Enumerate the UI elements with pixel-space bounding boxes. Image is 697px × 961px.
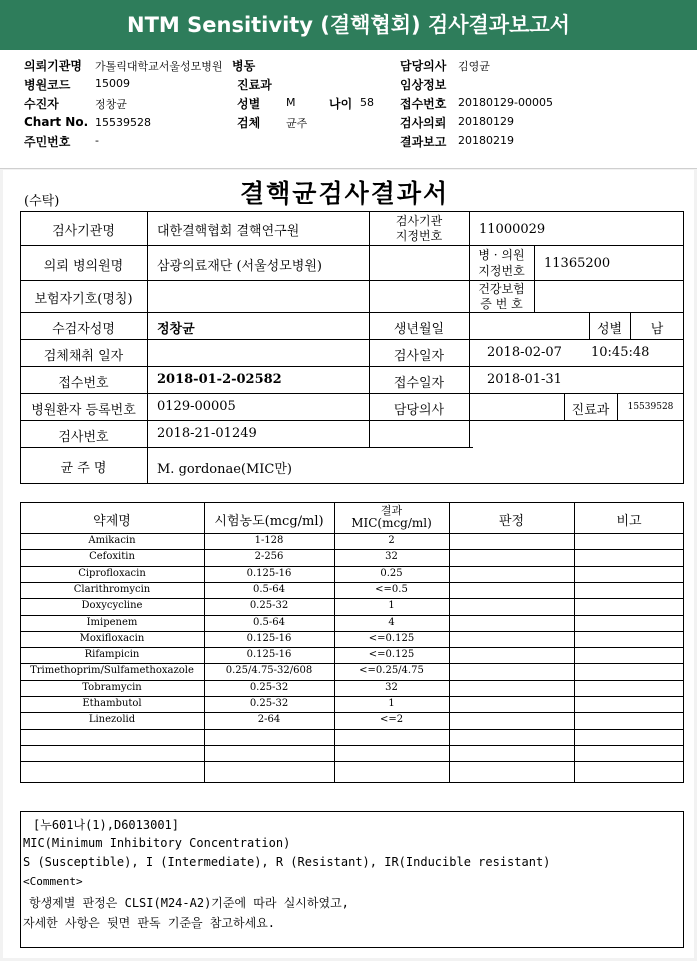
collect-label: 검체채취 일자 [43, 349, 124, 364]
dept-label: 진료과 [571, 403, 610, 418]
notes-mic-definition: MIC(Minimum Inhibitory Concentration) [23, 836, 291, 850]
test-range-cell: 0.125-16 [246, 633, 292, 644]
receipt-no-value: 2018-01-2-02582 [157, 372, 282, 387]
test-range-cell: 2-256 [254, 551, 284, 562]
drug-name-cell: Linezolid [88, 714, 136, 725]
mic-value-cell: 32 [385, 682, 398, 693]
hospital-code-value: 15009 [95, 77, 130, 90]
notes-legend: S (Susceptible), I (Intermediate), R (Resistant), IR(Inducible resistant) [23, 855, 551, 869]
request-value: 20180129 [458, 115, 514, 128]
test-range-cell: 0.5-64 [252, 617, 285, 628]
drug-name-cell: Rifampicin [84, 649, 140, 660]
insurer-label: 보험자기호(명칭) [34, 292, 133, 307]
drug-name-cell: Ciprofloxacin [78, 568, 146, 579]
mic-value-cell: 2 [388, 535, 395, 546]
receipt-date-label: 접수일자 [393, 376, 445, 391]
test-no-value: 2018-21-01249 [157, 426, 257, 441]
hosp-no-label-1: 병 · 의원 [478, 248, 525, 262]
lab-no-label-2: 지정번호 [395, 229, 443, 243]
chart-value: 15539528 [95, 116, 151, 129]
drug-name-cell: Trimethoprim/Sulfamethoxazole [30, 665, 194, 676]
report-title: NTM Sensitivity (결핵협회) 검사결과보고서 [0, 0, 697, 50]
notes-comment-line-1: 항생제별 판정은 CLSI(M24-A2)기준에 따라 실시하였고, [29, 896, 349, 910]
dob-label: 생년월일 [393, 322, 445, 337]
ref-hosp-value: 삼광의료재단 (서울성모병원) [157, 259, 322, 274]
mic-value-cell: 32 [385, 551, 398, 562]
sex-label: 성별 [237, 97, 261, 111]
clinical-label: 임상정보 [400, 78, 447, 92]
report-label: 결과보고 [400, 135, 447, 149]
col-interp-header: 판정 [498, 514, 525, 529]
hosp-no-label-2: 지정번호 [478, 264, 525, 278]
hosp-no-value: 11365200 [544, 256, 611, 271]
dept-label: 진료과 [237, 78, 272, 92]
institution-label: 의뢰기관명 [24, 59, 82, 73]
test-range-cell: 1-128 [254, 535, 284, 546]
drug-name-cell: Moxifloxacin [79, 633, 145, 644]
test-range-cell: 0.25/4.75-32/608 [225, 665, 313, 676]
test-range-cell: 0.25-32 [249, 682, 289, 693]
specimen-value: 균주 [286, 117, 308, 130]
test-range-cell: 2-64 [257, 714, 281, 725]
doctor-label: 담당의사 [400, 59, 447, 73]
notes-code: [누601나(1),D6013001] [33, 818, 180, 832]
ward-label: 병동 [232, 59, 256, 73]
drug-name-cell: Imipenem [86, 617, 138, 628]
col-remark-header: 비고 [616, 514, 642, 529]
ref-hosp-label: 의뢰 병의원명 [43, 259, 124, 274]
lab-no-label-1: 검사기관 [395, 214, 443, 228]
mic-value-cell: 0.25 [380, 568, 403, 579]
lab-no-value: 11000029 [479, 222, 546, 237]
col-mic-header-2: MIC(mcg/ml) [351, 516, 432, 530]
test-date-label: 검사일자 [393, 349, 445, 364]
test-range-cell: 0.125-16 [246, 649, 292, 660]
reg-no-value: 0129-00005 [157, 399, 236, 414]
mic-value-cell: <=0.25/4.75 [359, 665, 424, 676]
consignment-tag: (수탁) [24, 194, 60, 209]
organism-value: M. gordonae(MIC만) [157, 462, 292, 477]
hospital-code-label: 병원코드 [24, 78, 71, 92]
sex-label: 성별 [596, 322, 623, 337]
drug-name-cell: Cefoxitin [89, 551, 135, 562]
lab-name-label: 검사기관명 [52, 224, 115, 239]
test-range-cell: 0.5-64 [252, 584, 285, 595]
scanned-report-document [3, 170, 694, 958]
col-range-header: 시험농도(mcg/ml) [214, 514, 324, 529]
test-date-value: 2018-02-07 [487, 345, 562, 360]
accession-label: 접수번호 [400, 97, 447, 111]
mic-value-cell: 1 [388, 600, 395, 611]
test-time-value: 10:45:48 [591, 345, 650, 360]
mic-value-cell: 1 [388, 698, 395, 709]
patient-label: 수진자 [24, 97, 59, 111]
sex-value: M [286, 96, 296, 109]
doctor-label: 담당의사 [393, 403, 445, 418]
test-range-cell: 0.25-32 [249, 698, 289, 709]
request-label: 검사의뢰 [400, 116, 447, 130]
dept-no-value: 15539528 [627, 402, 674, 412]
mic-value-cell: <=0.125 [368, 633, 415, 644]
doctor-value: 김영균 [458, 60, 490, 73]
reg-no-label: 병원환자 등록번호 [31, 403, 136, 418]
health-ins-label-2: 증 번 호 [480, 297, 523, 311]
notes-comment-line-2: 자세한 사항은 뒷면 판독 기준을 참고하세요. [23, 916, 276, 930]
accession-value: 20180129-00005 [458, 96, 553, 109]
health-ins-label-1: 건강보험 [478, 282, 525, 296]
mic-value-cell: <=0.5 [375, 584, 408, 595]
age-label: 나이 [329, 97, 353, 111]
mic-value-cell: <=0.125 [368, 649, 415, 660]
age-value: 58 [360, 96, 374, 109]
chart-label: Chart No. [24, 115, 89, 129]
col-drug-header: 약제명 [93, 514, 131, 529]
drug-name-cell: Ethambutol [82, 698, 142, 709]
notes-comment-label: <Comment> [23, 875, 83, 888]
col-mic-header-1: 결과 [380, 504, 403, 517]
receipt-date-value: 2018-01-31 [487, 372, 562, 387]
drug-name-cell: Doxycycline [81, 600, 143, 611]
examinee-value: 정창균 [157, 322, 195, 337]
specimen-label: 검체 [237, 116, 261, 130]
sex-value: 남 [650, 322, 664, 337]
drug-name-cell: Tobramycin [82, 682, 142, 693]
mic-value-cell: 4 [388, 617, 395, 628]
drug-name-cell: Clarithromycin [73, 584, 151, 595]
mic-value-cell: <=2 [379, 714, 404, 725]
rrn-value: - [95, 134, 99, 147]
receipt-no-label: 접수번호 [58, 376, 109, 391]
organism-label: 균 주 명 [60, 461, 107, 476]
test-no-label: 검사번호 [58, 430, 109, 445]
test-range-cell: 0.25-32 [249, 600, 289, 611]
test-range-cell: 0.125-16 [246, 568, 292, 579]
rrn-label: 주민번호 [24, 135, 71, 149]
lab-name-value: 대한결핵협회 결핵연구원 [157, 224, 300, 239]
report-value: 20180219 [458, 134, 514, 147]
drug-name-cell: Amikacin [88, 535, 136, 546]
report-header [0, 50, 697, 169]
institution-value: 가톨릭대학교서울성모병원 [95, 60, 223, 73]
document-title: 결핵균검사결과서 [240, 179, 450, 208]
examinee-label: 수검자성명 [52, 322, 115, 337]
patient-value: 정창균 [95, 98, 127, 111]
